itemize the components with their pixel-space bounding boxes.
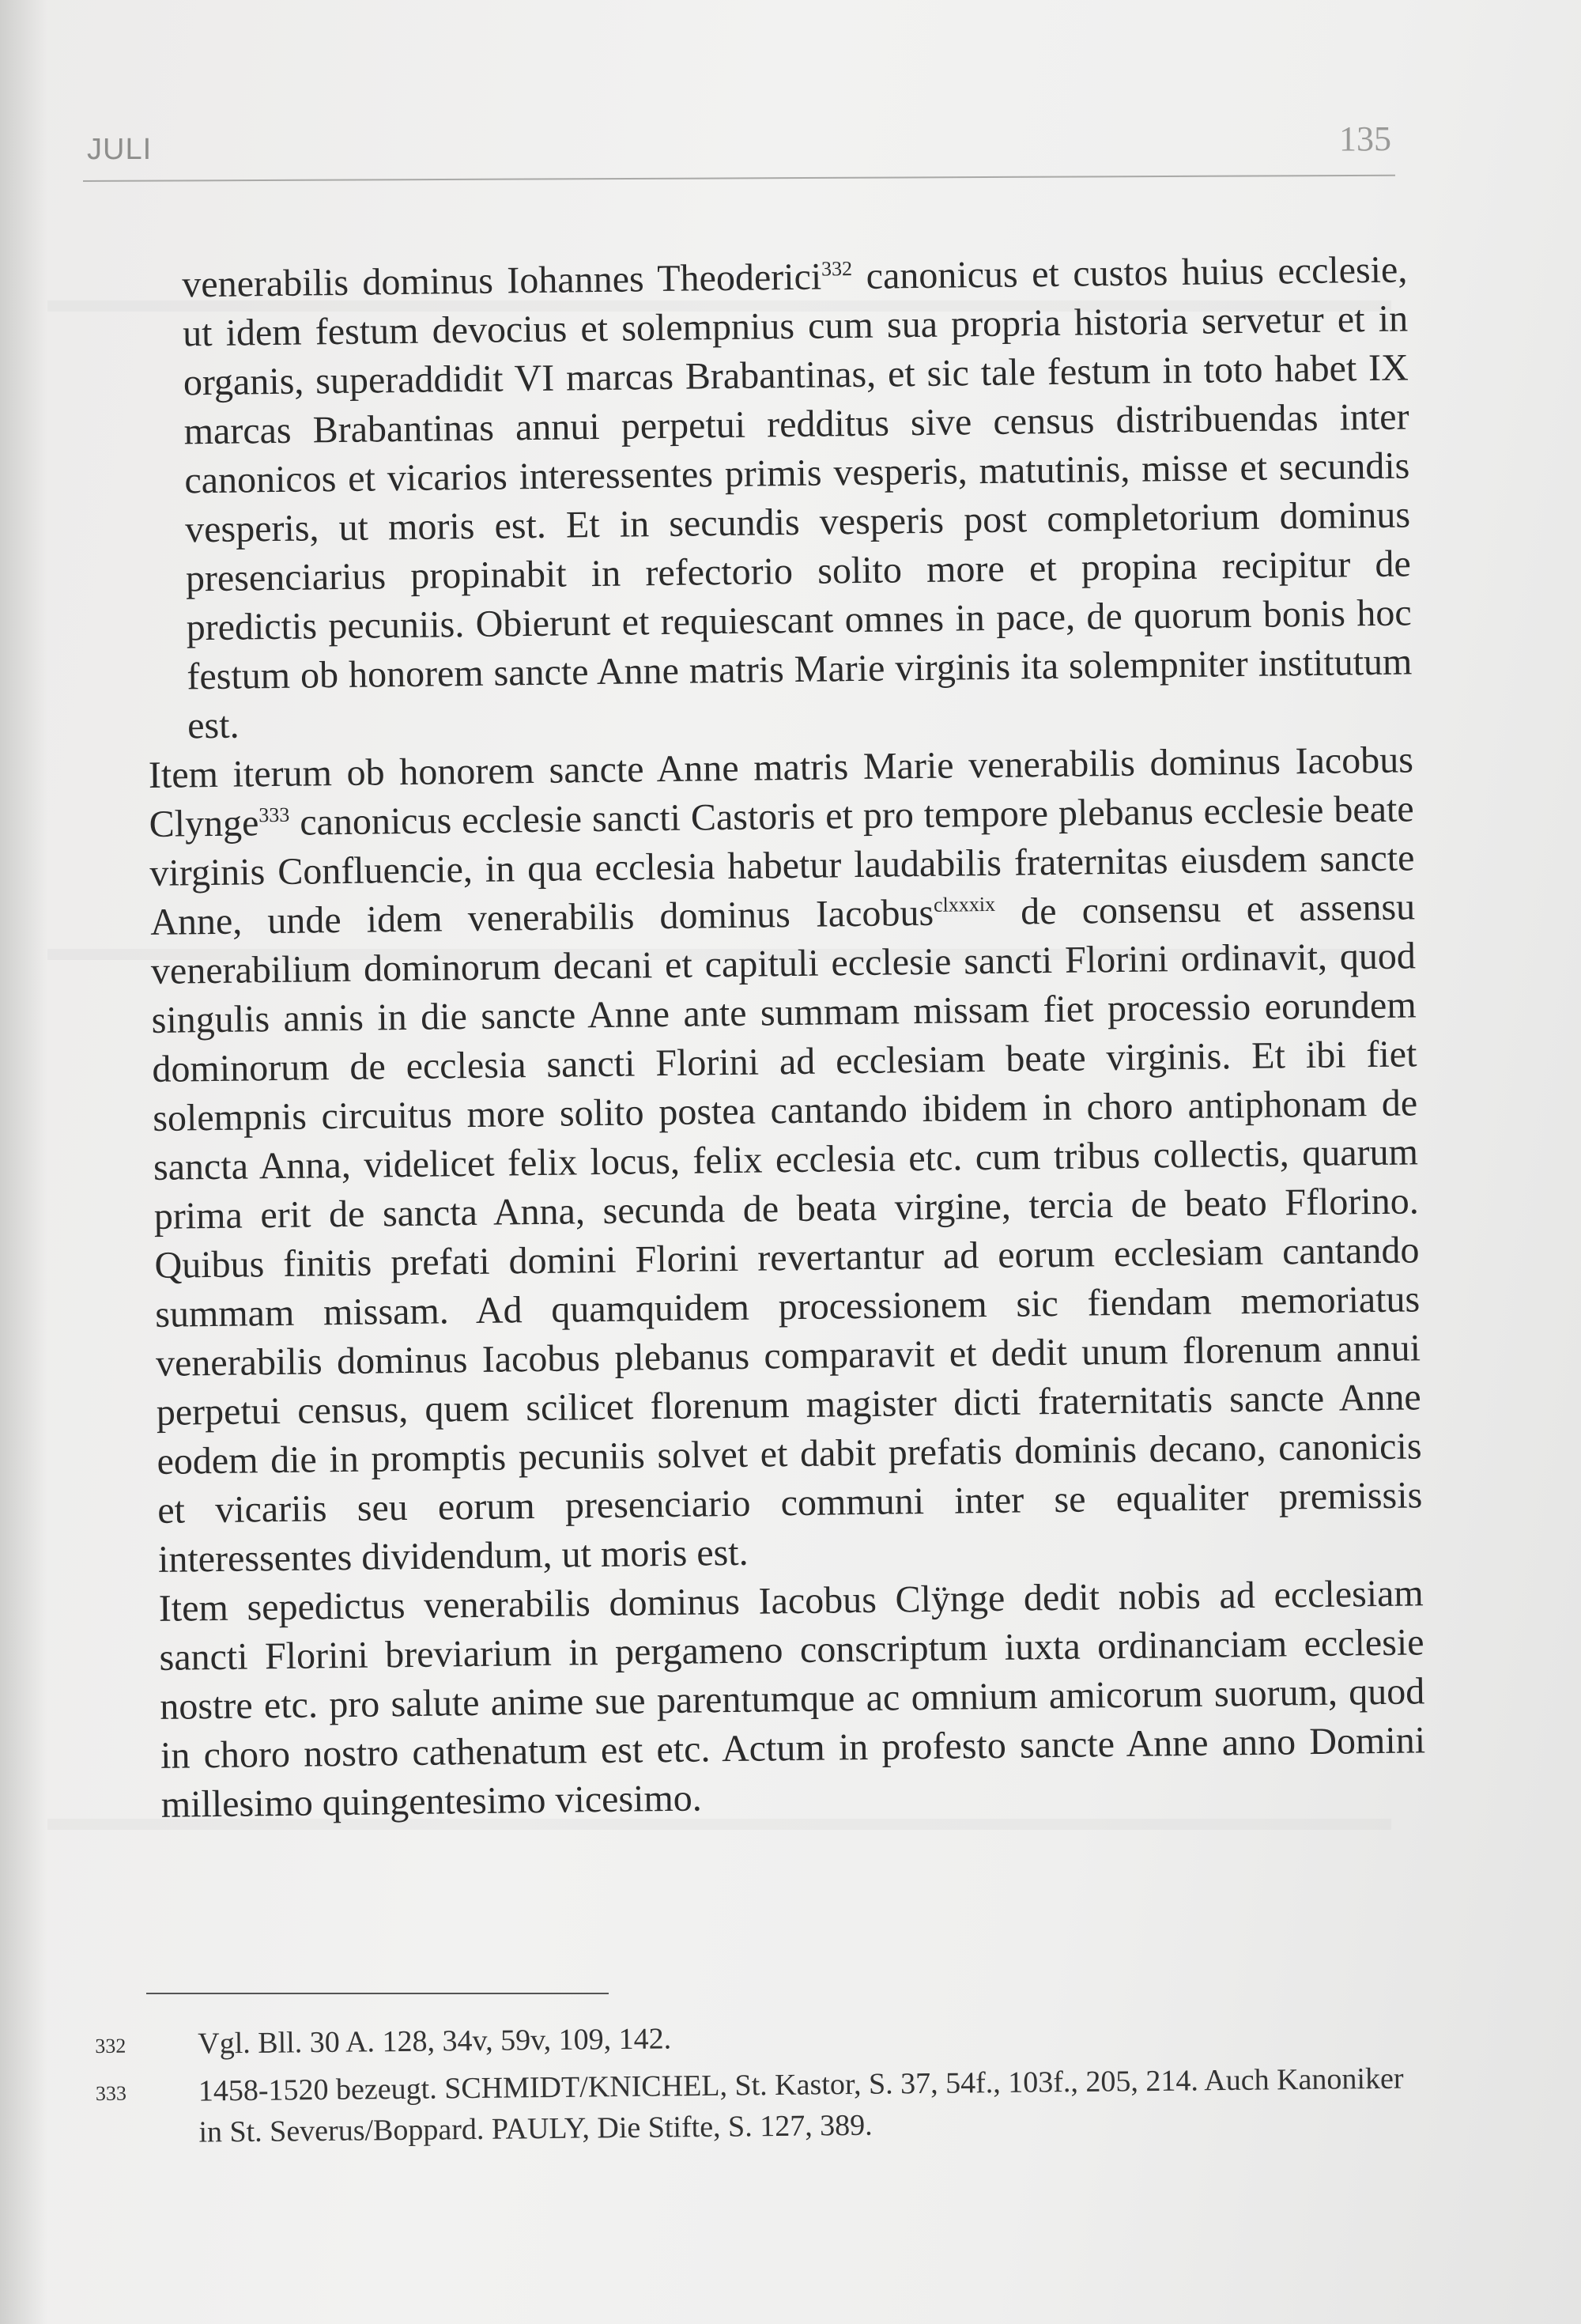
footnote-text: 1458-1520 bezeugt. SCHMIDT/KNICHEL, St. Kastor, S. 37, 54f., 103f., 205, 214. Auch Kanoniker in St. Severus/Boppard. PAULY, Die Stifte, S. 127, 389. (198, 2061, 1404, 2149)
paragraph-3: Item sepedictus venerabilis dominus Iacobus Clÿnge dedit nobis ad ecclesiam sancti Florini breviarium in pergameno conscriptum iuxta ordinanciam ecclesie nostre etc. pro salute anime sue parentumque ac omnium amicorum suorum, quod in choro nostro cathenatum est etc. Actum in profesto sancte Anne anno Domini millesimo quingentesimo vicesimo. (158, 1572, 1426, 1826)
footnotes (95, 2011, 1409, 2159)
footnote-number: 332 (95, 2034, 126, 2058)
footnote-text: Vgl. Bll. 30 A. 128, 34v, 59v, 109, 142. (198, 2022, 672, 2061)
footnote-333 (96, 2058, 1409, 2154)
page-gutter-shadow (0, 0, 47, 2324)
footnote-number: 333 (95, 2081, 127, 2105)
page-number: 135 (1339, 119, 1391, 158)
footnote-332 (95, 2011, 1407, 2067)
running-title: JULI (87, 133, 153, 166)
footnote-ref-333[interactable]: 333 (258, 803, 290, 827)
main-text (142, 245, 1426, 1829)
paragraph-1: venerabilis dominus Iohannes Theoderici$^{332}$ canonicus et custos huius ecclesie, ut idem festum devocius et solempnius cum sua propria historia servetur et in organis, superaddidit VI marcas Brabantinas, et sic tale festum in toto habet IX marcas Brabantinas annui perpetui redditus sive census distribuendas inter canonicos et vicarios interessentes primis vesperis, matutinis, misse et secundis vesperis, ut moris est. Et in secundis vesperis post completorium dominus presenciarius propinabit in refectorio solito more et propina recipitur de predictis pecuniis. Obierunt et requiescant omnes in pace, de quorum bonis hoc festum ob honorem sancte Anne matris Marie virginis ita solempniter institutum est. (182, 248, 1413, 747)
textual-note-ref[interactable]: clxxxix (933, 892, 996, 916)
footnote-ref-332[interactable]: 332 (821, 257, 853, 281)
paragraph-2: Item iterum ob honorem sancte Anne matris Marie venerabilis dominus Iacobus Clynge$^{333}$ canonicus ecclesie sancti Castoris et pro tempore plebanus ecclesie beate virginis Confluencie, in qua ecclesia habetur laudabilis fraternitas eiusdem sancte Anne, unde idem venerabilis dominus Iacobus$^{clxxxix}$ de consensu et assensu venerabilium dominorum decani et capituli ecclesie sancti Florini ordinavit, quod singulis annis in die sancte Anne ante summam missam fiet processio eorundem dominorum de ecclesia sancti Florini ad ecclesiam beate virginis. Et ibi fiet solempnis circuitus more solito postea cantando ibidem in choro antiphonam de sancta Anna, videlicet felix locus, felix ecclesia etc. cum tribus collectis, quarum prima erit de sancta Anna, secunda de beata virgine, tercia de beato Fflorino. Quibus finitis prefati domini Florini revertantur ad eorum ecclesiam cantando summam missam. Ad quamquidem processionem sic fiendam memoriatus venerabilis dominus Iacobus plebanus comparavit et dedit unum florenum annui perpetui census, quem scilicet florenum magister dicti fraternitatis sancte Anne eodem die in promptis pecuniis solvet et dabit prefatis dominis decano, canonicis et vicariis seu eorum presenciario communi inter se equaliter premissis interessentes dividendum, ut moris est. (148, 739, 1423, 1581)
header-rule (83, 175, 1395, 182)
footnote-rule (146, 1993, 609, 1994)
